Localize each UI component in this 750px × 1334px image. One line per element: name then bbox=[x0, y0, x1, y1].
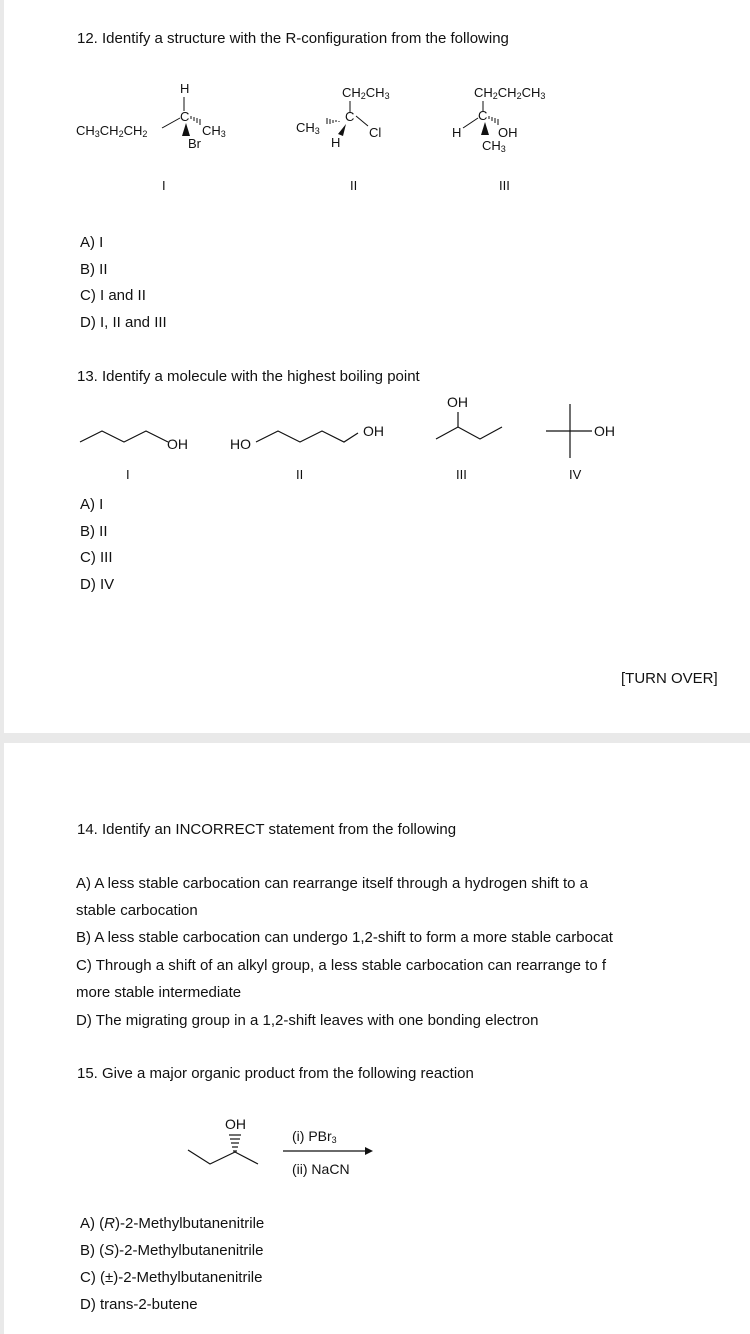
q15-option-d[interactable]: D) trans-2-butene bbox=[80, 1296, 198, 1313]
struct-II-bottom: H bbox=[331, 135, 341, 150]
struct-I-bottom: Br bbox=[188, 136, 201, 151]
q14-line-5: more stable intermediate bbox=[76, 984, 242, 1001]
page-1 bbox=[4, 0, 750, 733]
opt-b-rest: )-2-Methylbutanenitrile bbox=[114, 1242, 264, 1259]
struct-III-left: H bbox=[452, 125, 462, 140]
reaction-arrow bbox=[283, 1146, 373, 1156]
q14-line-1[interactable]: A) A less stable carbocation can rearrange itself through a hydrogen shift to a bbox=[76, 875, 588, 892]
numeral-I: I bbox=[162, 178, 166, 193]
reactant-skeleton bbox=[180, 1132, 270, 1172]
opt-a-rest: )-2-Methylbutanenitrile bbox=[115, 1215, 265, 1232]
turn-over-label: [TURN OVER] bbox=[621, 670, 718, 687]
wedge-bond bbox=[182, 123, 192, 137]
q15-option-c[interactable]: C) (±)-2-Methylbutanenitrile bbox=[80, 1269, 263, 1286]
struct-I-left: $CH_3CH_2CH_2$ bbox=[76, 123, 148, 139]
numeral-III: III bbox=[499, 178, 510, 193]
molecule-IV-oh: OH bbox=[594, 423, 615, 439]
question-14-text: 14. Identify an INCORRECT statement from the following bbox=[77, 821, 457, 838]
struct-III-bottom: $CH_3$ bbox=[482, 138, 506, 154]
struct-III-top: $CH_2CH_2CH_3$ bbox=[474, 85, 546, 101]
question-15-text: 15. Give a major organic product from the following reaction bbox=[77, 1065, 474, 1082]
q12-option-a[interactable]: A) I bbox=[80, 234, 104, 251]
wedge-bond bbox=[481, 122, 491, 136]
struct-II-top: $CH_2CH_3$ bbox=[342, 85, 390, 101]
molecule-II-skeleton bbox=[252, 422, 362, 452]
opt-a-config: R bbox=[104, 1215, 116, 1232]
reagent-2: (ii) NaCN bbox=[292, 1161, 350, 1177]
molecule-II-ho: HO bbox=[230, 436, 251, 452]
molecule-III-oh: OH bbox=[447, 394, 468, 410]
q14-line-2: stable carbocation bbox=[76, 902, 198, 919]
numeral-13-IV: IV bbox=[569, 467, 582, 482]
q13-option-a[interactable]: A) I bbox=[80, 496, 104, 513]
struct-I-center: C bbox=[180, 109, 190, 124]
numeral-13-III: III bbox=[456, 467, 467, 482]
q14-line-6[interactable]: D) The migrating group in a 1,2-shift leaves with one bonding electron bbox=[76, 1012, 539, 1029]
bond-line bbox=[162, 114, 182, 128]
question-12-text: 12. Identify a structure with the R-configuration from the following bbox=[77, 30, 509, 47]
reactant-oh: OH bbox=[225, 1116, 246, 1132]
struct-III-right: OH bbox=[498, 125, 518, 140]
molecule-I-oh: OH bbox=[167, 436, 188, 452]
opt-a-prefix: A) ( bbox=[80, 1215, 105, 1232]
q12-option-c[interactable]: C) I and II bbox=[80, 287, 146, 304]
q15-option-b[interactable] bbox=[80, 1242, 263, 1260]
opt-b-config: S bbox=[104, 1242, 115, 1259]
q12-option-b[interactable]: B) II bbox=[80, 261, 108, 278]
numeral-13-I: I bbox=[126, 467, 130, 482]
opt-b-prefix: B) ( bbox=[80, 1242, 105, 1259]
struct-III-center: C bbox=[478, 108, 488, 123]
struct-I-top: H bbox=[180, 81, 190, 96]
bond-line bbox=[356, 116, 370, 130]
reagent-1: (i) PBr$_3$ bbox=[292, 1128, 337, 1145]
molecule-II-oh: OH bbox=[363, 423, 384, 439]
q13-option-d[interactable]: D) IV bbox=[80, 576, 115, 593]
struct-II-right: Cl bbox=[369, 125, 382, 140]
q13-option-b[interactable]: B) II bbox=[80, 523, 108, 540]
q15-option-a[interactable] bbox=[80, 1215, 264, 1233]
numeral-13-II: II bbox=[296, 467, 304, 482]
struct-II-left: $CH_3$ bbox=[296, 120, 320, 136]
numeral-II: II bbox=[350, 178, 358, 193]
bond-line bbox=[463, 116, 481, 130]
page-2 bbox=[4, 743, 750, 1334]
q12-option-d[interactable]: D) I, II and III bbox=[80, 314, 167, 331]
q14-line-4[interactable]: C) Through a shift of an alkyl group, a less stable carbocation can rearrange to f bbox=[76, 957, 607, 974]
question-13-text: 13. Identify a molecule with the highest boiling point bbox=[77, 368, 420, 385]
q14-line-3[interactable]: B) A less stable carbocation can undergo 1,2-shift to form a more stable carbocat bbox=[76, 929, 613, 946]
molecule-III-skeleton bbox=[428, 408, 518, 448]
struct-II-center: C bbox=[345, 109, 355, 124]
q13-option-c[interactable]: C) III bbox=[80, 549, 113, 566]
struct-I-right: $CH_3$ bbox=[202, 123, 226, 139]
